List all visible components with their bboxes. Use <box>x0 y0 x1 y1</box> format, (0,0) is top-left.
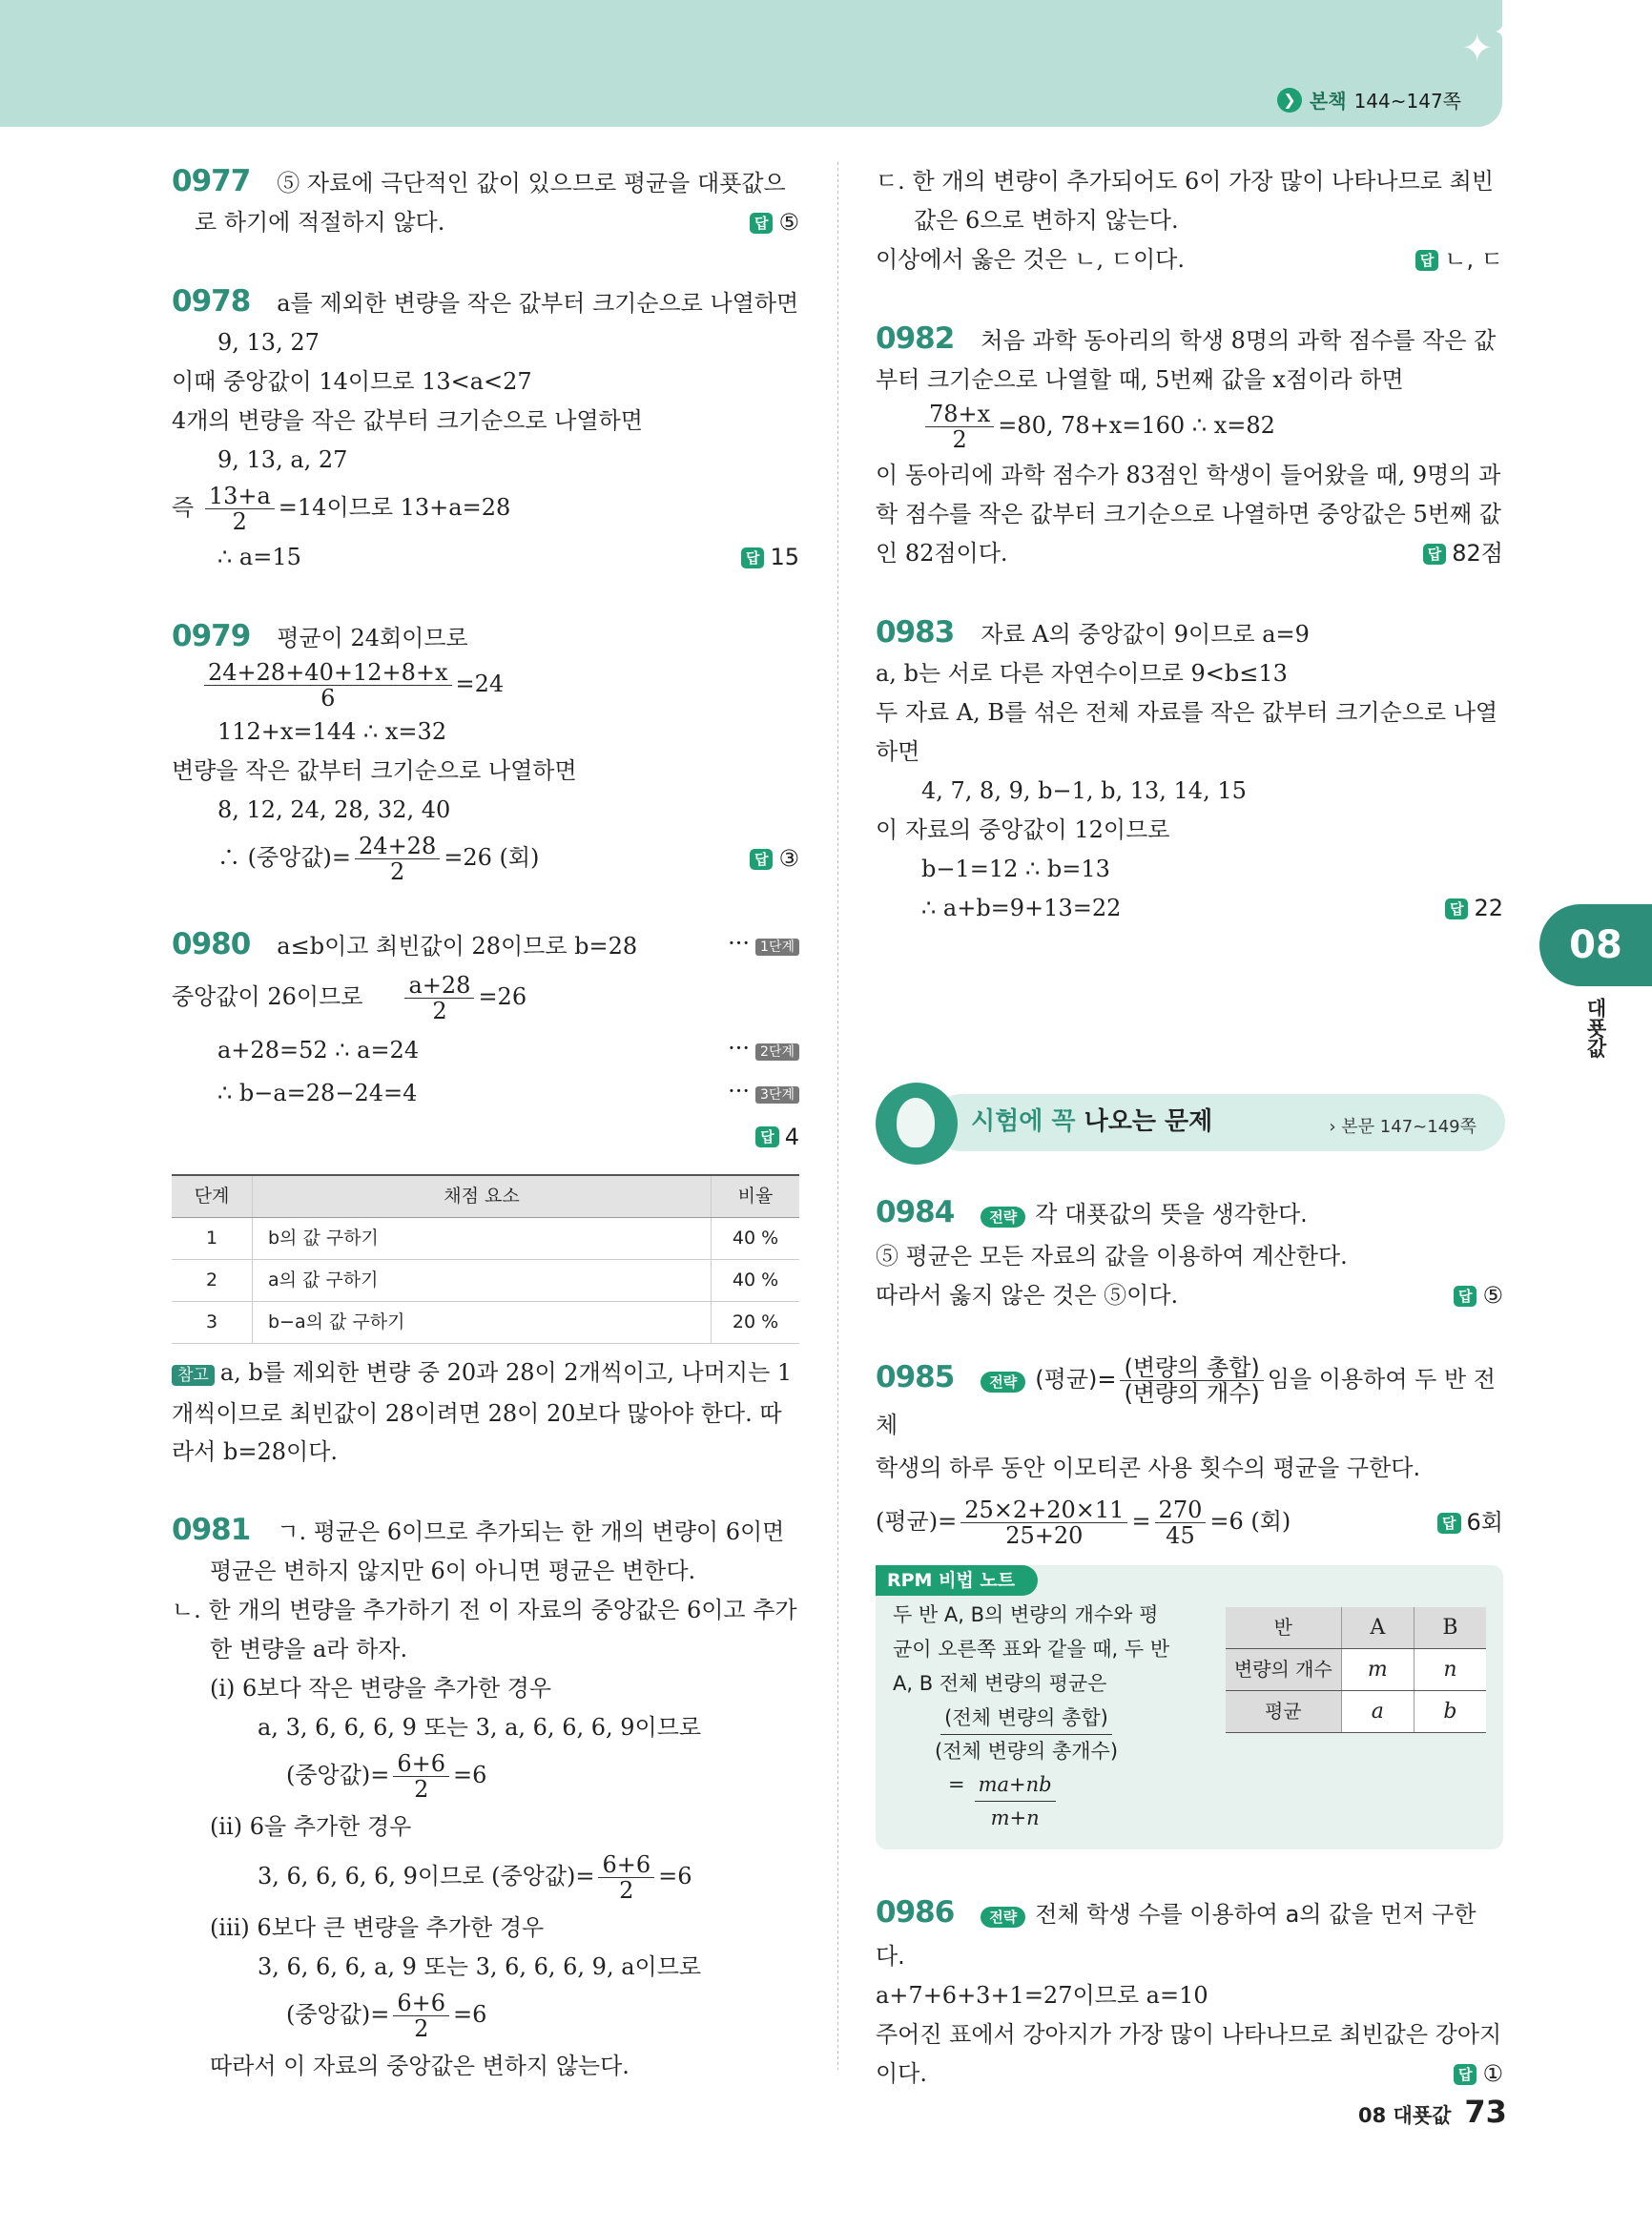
answer-value: ⑤ <box>1482 1282 1503 1309</box>
solution-line: 두 자료 A, B를 섞은 전체 자료를 작은 값부터 크기순으로 나열 <box>876 699 1498 726</box>
numerator: 6+6 <box>393 1751 449 1777</box>
table-cell: a의 값 구하기 <box>253 1259 712 1301</box>
text: =6 <box>453 1761 487 1788</box>
rpm-line: 두 반 A, B의 변량의 개수와 평 <box>893 1603 1159 1626</box>
fraction <box>393 1991 449 2041</box>
fraction-line <box>172 834 799 884</box>
fraction <box>975 1768 1056 1834</box>
problem-0979 <box>172 617 799 884</box>
answer-tag: 답 <box>1423 544 1447 565</box>
column-divider <box>837 162 838 2070</box>
table-cell: A <box>1341 1607 1414 1649</box>
solution-line: ∴ b−a=28−24=4 <box>217 1080 418 1106</box>
numerator: 78+x <box>925 402 994 427</box>
solution-line: 이때 중앙값이 14이므로 13<a<27 <box>172 368 532 395</box>
table-cell: b−a의 값 구하기 <box>253 1301 712 1343</box>
text: =26 (회) <box>444 844 540 871</box>
solution-line: a를 제외한 변량을 작은 값부터 크기순으로 나열하면 <box>277 290 799 317</box>
text: =24 <box>455 671 505 697</box>
problem-0982 <box>876 320 1503 573</box>
problem-number: 0983 <box>876 615 955 650</box>
problem-0980 <box>172 924 799 1157</box>
rpm-line: A, B 전체 변량의 평균은 <box>893 1672 1107 1695</box>
solution-line: 8, 12, 24, 28, 32, 40 <box>217 796 451 823</box>
denominator: 45 <box>1166 1522 1195 1549</box>
solution-line: a, 3, 6, 6, 6, 9 또는 3, a, 6, 6, 6, 9이므로 <box>258 1713 702 1741</box>
answer <box>750 203 799 242</box>
answer-value: 6회 <box>1466 1509 1503 1536</box>
solution-line: 이 자료의 중앙값이 12이므로 <box>876 816 1170 843</box>
problem-0986 <box>876 1893 1503 2094</box>
fraction <box>598 1852 654 1903</box>
strategy-badge: 전략 <box>981 1372 1025 1393</box>
fraction <box>1120 1355 1263 1406</box>
denominator: 2 <box>389 858 405 885</box>
numerator: 6+6 <box>598 1852 654 1878</box>
solution-line: 부터 크기순으로 나열할 때, 5번째 값을 x점이라 하면 <box>876 366 1404 393</box>
fraction-line <box>172 484 799 534</box>
solution-line: 자료 A의 중앙값이 9이므로 a=9 <box>981 621 1310 648</box>
answer <box>741 538 799 577</box>
right-column <box>876 162 1503 2134</box>
answer-tag: 답 <box>1445 898 1469 919</box>
table-cell: 2 <box>172 1259 253 1301</box>
chapter-label: 대푯값 <box>1584 998 1607 1058</box>
fraction <box>404 973 474 1023</box>
dots: ··· <box>728 1078 751 1105</box>
page-number: 73 <box>1464 2094 1507 2130</box>
table-row <box>172 1259 799 1301</box>
solution-line: 이 동아리에 과학 점수가 83점인 학생이 들어왔을 때, 9명의 과 <box>876 462 1501 488</box>
denominator: 2 <box>952 426 967 453</box>
answer <box>1454 1276 1503 1315</box>
problem-number: 0986 <box>876 1895 955 1930</box>
denominator: 2 <box>432 998 447 1024</box>
problem-number: 0978 <box>172 284 251 319</box>
denominator: m+n <box>990 1807 1040 1829</box>
solution-line: 값은 6으로 변하지 않는다. <box>914 207 1179 234</box>
fraction <box>393 1751 449 1802</box>
answer-value: 4 <box>784 1123 799 1150</box>
problem-0984 <box>876 1193 1503 1315</box>
problem-number: 0980 <box>172 927 251 961</box>
solution-line: 3, 6, 6, 6, a, 9 또는 3, 6, 6, 6, 9, a이므로 <box>258 1952 702 1980</box>
denominator: 6 <box>320 685 336 712</box>
solution-line: 이다. <box>876 2060 927 2087</box>
answer-tag: 답 <box>1454 1286 1477 1307</box>
strategy-badge: 전략 <box>981 1907 1025 1928</box>
solution-line: a≤b이고 최빈값이 28이므로 b=28 <box>277 933 638 960</box>
text: ∴ (중앙값)= <box>217 844 352 871</box>
answer-value: ㄴ, ㄷ <box>1444 246 1503 273</box>
strategy-text: 전체 학생 수를 이용하여 a의 값을 먼저 구한다. <box>876 1901 1476 1970</box>
answer <box>750 839 799 878</box>
solution-line: b−1=12 ∴ b=13 <box>921 856 1110 882</box>
solution-line: a, b는 서로 다른 자연수이므로 9<b≤13 <box>876 660 1288 687</box>
answer <box>1437 1503 1503 1542</box>
denominator: 2 <box>232 508 247 535</box>
problem-0977 <box>172 162 799 242</box>
rpm-box <box>876 1565 1503 1849</box>
answer-tag: 답 <box>750 849 774 870</box>
left-column <box>172 162 799 2126</box>
reference-tag <box>1277 86 1461 114</box>
solution-line: 평균이 24회이므로 <box>277 625 468 651</box>
problem-number: 0977 <box>172 164 251 198</box>
solution-line: 처음 과학 동아리의 학생 8명의 과학 점수를 작은 값 <box>981 327 1497 354</box>
solution-line: 따라서 이 자료의 중앙값은 변하지 않는다. <box>210 2052 630 2079</box>
chapter-tab[interactable]: 08 <box>1539 904 1652 986</box>
answer-tag: 답 <box>1415 250 1439 271</box>
numerator: 25×2+20×11 <box>960 1497 1127 1523</box>
solution-line: 학 점수를 작은 값부터 크기순으로 나열하면 중앙값은 5번째 값 <box>876 501 1501 527</box>
solution-line: ㄴ. 한 개의 변량을 추가하기 전 이 자료의 중앙값은 6이고 추가 <box>172 1596 797 1623</box>
strategy-badge: 전략 <box>981 1207 1025 1228</box>
fraction-line <box>172 1751 799 1802</box>
reference-note <box>172 1353 799 1471</box>
denominator: (변량의 개수) <box>1124 1380 1260 1407</box>
scoring-table <box>172 1174 799 1344</box>
solution-line: ㄱ. 평균은 6이므로 추가되는 한 개의 변량이 6이면 <box>277 1518 785 1545</box>
table-header: 채점 요소 <box>253 1175 712 1218</box>
problem-number: 0982 <box>876 321 955 356</box>
text: 임을 이용하여 두 반 전체 <box>876 1366 1496 1438</box>
denominator: 2 <box>619 1876 634 1904</box>
text: =6 <box>658 1862 692 1889</box>
numerator: a+28 <box>404 973 474 999</box>
note-text: a, b를 제외한 변량 중 20과 28이 2개씩이고, 나머지는 1개씩이므로 최빈값이 28이려면 28이 20보다 많아야 한다. 따라서 b=28이다. <box>172 1358 793 1465</box>
strategy-text: 각 대푯값의 뜻을 생각한다. <box>1035 1201 1308 1228</box>
text: = <box>1131 1508 1151 1535</box>
rpm-note <box>876 1565 1503 1849</box>
dots: ··· <box>728 930 751 957</box>
solution-line: 9, 13, a, 27 <box>217 446 348 473</box>
rpm-text <box>893 1598 1205 1834</box>
step-badge: 1단계 <box>755 939 799 956</box>
table-cell: n <box>1414 1649 1486 1691</box>
fraction <box>205 484 275 534</box>
dots: ··· <box>728 1035 751 1062</box>
problem-0981 <box>172 1511 799 2086</box>
text: = <box>948 1773 965 1796</box>
banner-title <box>971 1103 1212 1142</box>
fraction <box>204 660 452 711</box>
sparkle-icon: ✦ <box>1461 27 1494 71</box>
problem-number: 0981 <box>172 1512 251 1547</box>
table-cell: m <box>1341 1649 1414 1691</box>
answer-value: 22 <box>1474 895 1503 921</box>
text: (평균)= <box>1035 1366 1117 1393</box>
numerator: 13+a <box>205 484 275 509</box>
numerator: (변량의 총합) <box>1120 1355 1263 1381</box>
solution-line: 하면 <box>876 738 920 765</box>
answer-tag: 답 <box>755 1126 779 1147</box>
text: (중앙값)= <box>286 1761 390 1788</box>
banner-title-rest: 나오는 문제 <box>1075 1107 1213 1136</box>
fraction <box>355 834 440 884</box>
problem-0981-continued <box>876 162 1503 279</box>
table-header: 단계 <box>172 1175 253 1218</box>
reference-label: 본책 <box>1309 90 1347 113</box>
denominator: (전체 변량의 총개수) <box>935 1740 1119 1763</box>
solution-line: 한 변량을 a라 하자. <box>210 1635 408 1662</box>
text: 3, 6, 6, 6, 6, 9이므로 (중앙값)= <box>258 1862 595 1889</box>
fraction <box>925 402 994 452</box>
table-cell: 변량의 개수 <box>1226 1649 1341 1691</box>
rpm-tag: RPM 비법 노트 <box>876 1565 1038 1596</box>
strategy-text: 학생의 하루 동안 이모티콘 사용 횟수의 평균을 구한다. <box>876 1455 1421 1481</box>
rpm-table <box>1226 1607 1486 1733</box>
fraction-line <box>948 1767 1205 1834</box>
problem-number: 0984 <box>876 1195 955 1229</box>
fraction-line <box>172 1991 799 2041</box>
step-badge: 2단계 <box>755 1043 799 1061</box>
solution-line: (ⅲ) 6보다 큰 변량을 추가한 경우 <box>210 1913 545 1941</box>
banner-title-highlight: 시험에 꼭 <box>971 1107 1076 1136</box>
problem-0978 <box>172 282 799 577</box>
solution-line: 이상에서 옳은 것은 ㄴ, ㄷ이다. <box>876 246 1185 273</box>
solution-line: a+28=52 ∴ a=24 <box>217 1037 420 1063</box>
answer <box>1445 889 1503 928</box>
banner-reference: › 본문 147~149쪽 <box>1329 1117 1476 1137</box>
solution-line: 112+x=144 ∴ x=32 <box>217 718 447 745</box>
fraction-line <box>172 1852 799 1903</box>
numerator: 24+28 <box>355 834 440 859</box>
answer <box>1415 240 1503 279</box>
section-banner <box>876 1084 1503 1151</box>
table-cell: b <box>1414 1691 1486 1733</box>
solution-line: ∴ a+b=9+13=22 <box>921 895 1122 921</box>
reference-pages: 144~147쪽 <box>1353 90 1461 113</box>
numerator: (전체 변량의 총합) <box>940 1702 1112 1735</box>
page-footer <box>1358 2094 1507 2130</box>
solution-line: 변량을 작은 값부터 크기순으로 나열하면 <box>172 757 577 784</box>
numerator: ma+nb <box>975 1768 1056 1802</box>
text: =14이므로 13+a=28 <box>278 494 511 521</box>
table-cell: a <box>1341 1691 1414 1733</box>
table-cell: 40 % <box>712 1259 800 1301</box>
solution-line: 따라서 옳지 않은 것은 ⑤이다. <box>876 1282 1179 1309</box>
rpm-line: 균이 오른쪽 표와 같을 때, 두 반 <box>893 1638 1170 1661</box>
text: =26 <box>478 983 527 1010</box>
answer-value: 15 <box>770 544 799 570</box>
sparkle-icon: ✦ <box>1494 21 1512 45</box>
footer-chapter-label: 08 대푯값 <box>1358 2104 1452 2127</box>
table-row <box>172 1217 799 1259</box>
solution-line: 평균은 변하지 않지만 6이 아니면 평균은 변한다. <box>210 1557 696 1584</box>
solution-line: ∴ a=15 <box>217 544 301 570</box>
fraction <box>960 1497 1127 1548</box>
answer-value: 82점 <box>1452 540 1503 567</box>
table-header: 비율 <box>712 1175 800 1218</box>
text: 즉 <box>172 494 195 521</box>
solution-line: 4, 7, 8, 9, b−1, b, 13, 14, 15 <box>921 777 1247 804</box>
chevron-right-icon: ❯ <box>1277 88 1302 113</box>
answer-value: ① <box>1482 2060 1503 2087</box>
answer-value: ⑤ <box>778 209 799 236</box>
text: (평균)= <box>876 1508 958 1535</box>
text: 중앙값이 26이므로 <box>172 983 363 1010</box>
table-row <box>172 1301 799 1343</box>
text: =6 <box>453 2000 487 2028</box>
solution-line: (ⅱ) 6을 추가한 경우 <box>210 1812 412 1840</box>
numerator: 24+28+40+12+8+x <box>204 660 452 686</box>
answer <box>1454 2054 1503 2094</box>
problem-0983 <box>876 613 1503 928</box>
answer-value: ③ <box>778 845 799 872</box>
answer <box>755 1118 799 1157</box>
numerator: 270 <box>1155 1497 1207 1523</box>
solution-line: a+7+6+3+1=27이므로 a=10 <box>876 1982 1208 2009</box>
fraction-line <box>876 402 1503 452</box>
problem-number: 0979 <box>172 619 251 653</box>
fraction-line <box>172 660 799 711</box>
table-cell: 반 <box>1226 1607 1341 1649</box>
fraction <box>1155 1497 1207 1548</box>
table-cell: 1 <box>172 1217 253 1259</box>
answer-tag: 답 <box>1437 1513 1461 1534</box>
table-cell: b의 값 구하기 <box>253 1217 712 1259</box>
text: =6 (회) <box>1209 1508 1291 1535</box>
solution-line: ㄷ. 한 개의 변량이 추가되어도 6이 가장 많이 나타나므로 최빈 <box>876 168 1494 195</box>
note-tag: 참고 <box>172 1365 215 1386</box>
table-cell: 40 % <box>712 1217 800 1259</box>
problem-0985 <box>876 1355 1503 1548</box>
solution-line: 주어진 표에서 강아지가 가장 많이 나타나므로 최빈값은 강아지 <box>876 2021 1502 2048</box>
solution-line: 로 하기에 적절하지 않다. <box>195 209 445 236</box>
fraction-line <box>876 1497 1503 1548</box>
step-badge: 3단계 <box>755 1086 799 1104</box>
solution-line: 9, 13, 27 <box>217 329 320 356</box>
problem-number: 0985 <box>876 1360 955 1394</box>
fraction <box>935 1702 1118 1767</box>
table-cell: 3 <box>172 1301 253 1343</box>
answer-tag: 답 <box>1454 2064 1477 2085</box>
denominator: 2 <box>414 1775 429 1803</box>
fraction-line <box>172 973 799 1023</box>
solution-line: 인 82점이다. <box>876 540 1008 567</box>
text: (중앙값)= <box>286 2000 390 2028</box>
solution-line: ⑤ 자료에 극단적인 값이 있으므로 평균을 대푯값으 <box>277 170 786 196</box>
mascot-icon <box>876 1083 958 1165</box>
solution-line: ⑤ 평균은 모든 자료의 값을 이용하여 계산한다. <box>876 1243 1348 1270</box>
table-cell: 20 % <box>712 1301 800 1343</box>
numerator: 6+6 <box>393 1991 449 2016</box>
text: =80, 78+x=160 ∴ x=82 <box>998 412 1275 439</box>
solution-line: 4개의 변량을 작은 값부터 크기순으로 나열하면 <box>172 407 643 434</box>
answer-tag: 답 <box>741 547 765 568</box>
table-cell: B <box>1414 1607 1486 1649</box>
denominator: 25+20 <box>1005 1522 1084 1549</box>
table-cell: 평균 <box>1226 1691 1341 1733</box>
answer-tag: 답 <box>750 213 774 234</box>
denominator: 2 <box>414 2014 429 2042</box>
answer <box>1423 534 1503 573</box>
solution-line: (ⅰ) 6보다 작은 변량을 추가한 경우 <box>210 1674 552 1702</box>
